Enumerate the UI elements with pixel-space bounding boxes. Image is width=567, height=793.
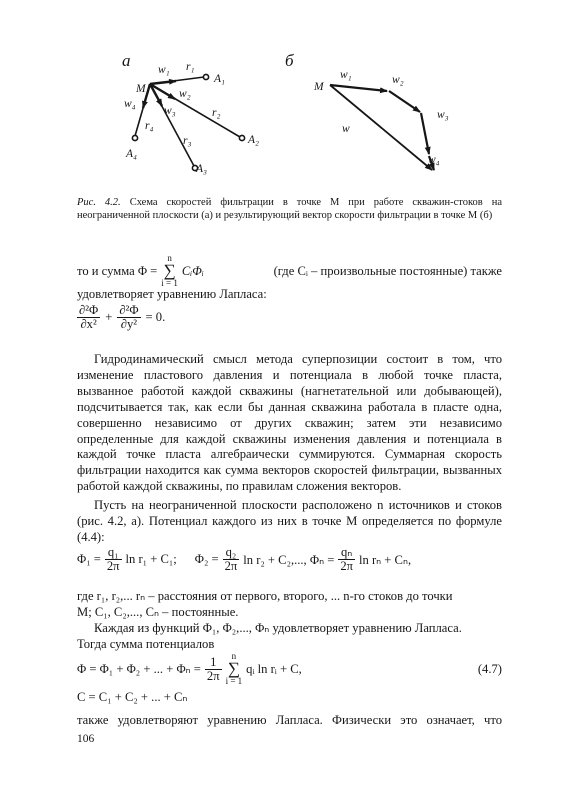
vector-w1-a <box>150 81 176 84</box>
paragraph-sources-sinks: Пусть на неограниченной плоскости расположено n источников и стоков (рис. 4.2, а). Потенциал каждого из них в точке M определяется по формуле (4.4): <box>77 498 502 544</box>
fraction-q2-2pi <box>223 546 240 573</box>
label-w3-b: w₃ <box>437 109 449 121</box>
label-m-a: M <box>136 83 146 95</box>
two-pi-n: 2π <box>340 559 353 573</box>
where-line-2: M; C₁, C₂,..., Cₙ – постоянные. <box>77 605 239 619</box>
figure-caption <box>77 196 502 222</box>
label-w4-b: w₄ <box>428 154 440 166</box>
equation-rhs: = 0. <box>145 310 166 324</box>
numerator-2: ∂²Φ <box>119 303 139 317</box>
caption-label: Рис. 4.2. <box>77 197 121 208</box>
eq47-sum-upper: n <box>231 651 237 661</box>
eq47-rhs: qᵢ ln rᵢ + C, <box>246 661 302 676</box>
vector-w3-b <box>421 113 429 154</box>
label-w2-a: w₂ <box>179 88 191 100</box>
eq47-sum-lower: i = 1 <box>225 676 243 686</box>
well-a1 <box>203 74 208 79</box>
qn: qₙ <box>338 546 355 560</box>
label-r2: r₂ <box>212 107 221 119</box>
equation-c: C = C₁ + C₂ + ... + Cₙ <box>77 690 188 704</box>
label-a3: A₃ <box>196 163 208 175</box>
vector-w1-b <box>330 85 387 91</box>
panel-a-label: а <box>122 51 131 70</box>
label-w3-a: w₃ <box>164 105 176 117</box>
caption-text: Схема скоростей фильтрации в точке M при работе скважин-стоков на неограниченной плоскости (а) и результирующий вектор скорости фильтрации в точке M (б) <box>77 197 503 221</box>
one: 1 <box>205 656 222 670</box>
fraction-d2phi-dx2 <box>77 304 100 331</box>
fraction-q1-2pi <box>105 546 122 573</box>
para3-line-1: Каждая из функций Φ₁, Φ₂,..., Φₙ удовлетворяет уравнению Лапласа. <box>94 621 462 635</box>
para3-line-2: Тогда сумма потенциалов <box>77 637 215 651</box>
well-a2 <box>239 135 244 140</box>
panel-b-label: б <box>285 51 294 70</box>
q1: q₁ <box>105 546 122 560</box>
sum-line-suffix: (где Cᵢ – произвольные постоянные) также <box>273 264 502 278</box>
fraction-qn-2pi <box>338 546 355 573</box>
equation-4-7 <box>77 652 502 686</box>
label-w1-a: w₁ <box>158 64 170 76</box>
last-line: также удовлетворяют уравнению Лапласа. Физически это означает, что <box>77 713 502 727</box>
where-line-1: где r₁, r₂,... rₙ – расстояния от первого, второго, ... n-го стоков до точки <box>77 589 453 603</box>
label-w-b: w <box>342 123 350 135</box>
fraction-1-2pi <box>205 656 222 683</box>
eq47-sum-operator <box>226 652 243 686</box>
label-r4: r₄ <box>145 120 154 132</box>
fraction-d2phi-dy2 <box>117 304 140 331</box>
label-a1: A₁ <box>214 73 226 85</box>
numerator-1: ∂²Φ <box>79 303 99 317</box>
phi1-lhs: Φ₁ = <box>77 552 101 566</box>
label-m-b: M <box>314 81 324 93</box>
page-number: 106 <box>77 733 95 745</box>
well-a4 <box>132 135 137 140</box>
denominator-2: ∂y² <box>120 317 138 331</box>
sum-line <box>77 253 502 288</box>
label-a4: A₄ <box>126 148 138 160</box>
eq47-sigma: ∑ <box>227 659 240 678</box>
vector-w2-b <box>389 91 420 112</box>
sum-upper-limit: n <box>167 253 172 263</box>
phi2-rhs: ln r₂ + C₂,..., Φₙ = <box>243 552 335 567</box>
figure-4-2 <box>0 0 567 195</box>
laplace-line: удовлетворяет уравнению Лапласа: <box>77 287 267 301</box>
sigma-symbol: ∑ <box>163 261 176 280</box>
label-w2-b: w₂ <box>392 74 404 86</box>
sum-term: CᵢΦᵢ <box>181 264 204 278</box>
two-pi-1: 2π <box>106 559 120 573</box>
sum-line-prefix: то и сумма Φ = <box>77 264 158 278</box>
label-w4-a: w₄ <box>124 98 136 110</box>
q2: q₂ <box>223 546 240 560</box>
sum-lower-limit: i = 1 <box>161 278 178 288</box>
label-r1: r₁ <box>186 61 195 73</box>
eq47-lhs: Φ = Φ₁ + Φ₂ + ... + Φₙ = <box>77 662 201 676</box>
label-w1-b: w₁ <box>340 69 352 81</box>
phi1-rhs: ln r₁ + C₁; <box>125 552 177 566</box>
label-r3: r₃ <box>183 135 192 147</box>
plus-sign: + <box>105 310 113 324</box>
label-a2: A₂ <box>248 134 260 146</box>
phi2-lhs: Φ₂ = <box>194 552 219 566</box>
equation-number: (4.7) <box>477 661 502 676</box>
two-pi: 2π <box>206 668 220 683</box>
sum-operator <box>161 254 178 288</box>
denominator-1: ∂x² <box>80 317 97 331</box>
laplace-equation <box>77 304 165 331</box>
two-pi-2: 2π <box>224 559 238 573</box>
potential-equations <box>77 546 502 573</box>
phin-rhs: ln rₙ + Cₙ, <box>359 552 412 567</box>
paragraph-superposition-meaning: Гидродинамический смысл метода суперпозиции состоит в том, что изменение пластового давления и потенциала в любой точке пласта, вызванное работой каждой скважины (нагнетательной или добывающей), подсчитывается так, как если бы данная скважина работала в пласте одна, совершенно независимо от других скважин; затем эти независимо определенные для каждой скважины изменения давления и потенциала в каждой точке пласта алгебраически суммируются. Суммарная скорость фильтрации находится как сумма векторов скоростей фильтрации, вызванных работой каждой скважины, по правилам сложения векторов. <box>77 352 502 494</box>
